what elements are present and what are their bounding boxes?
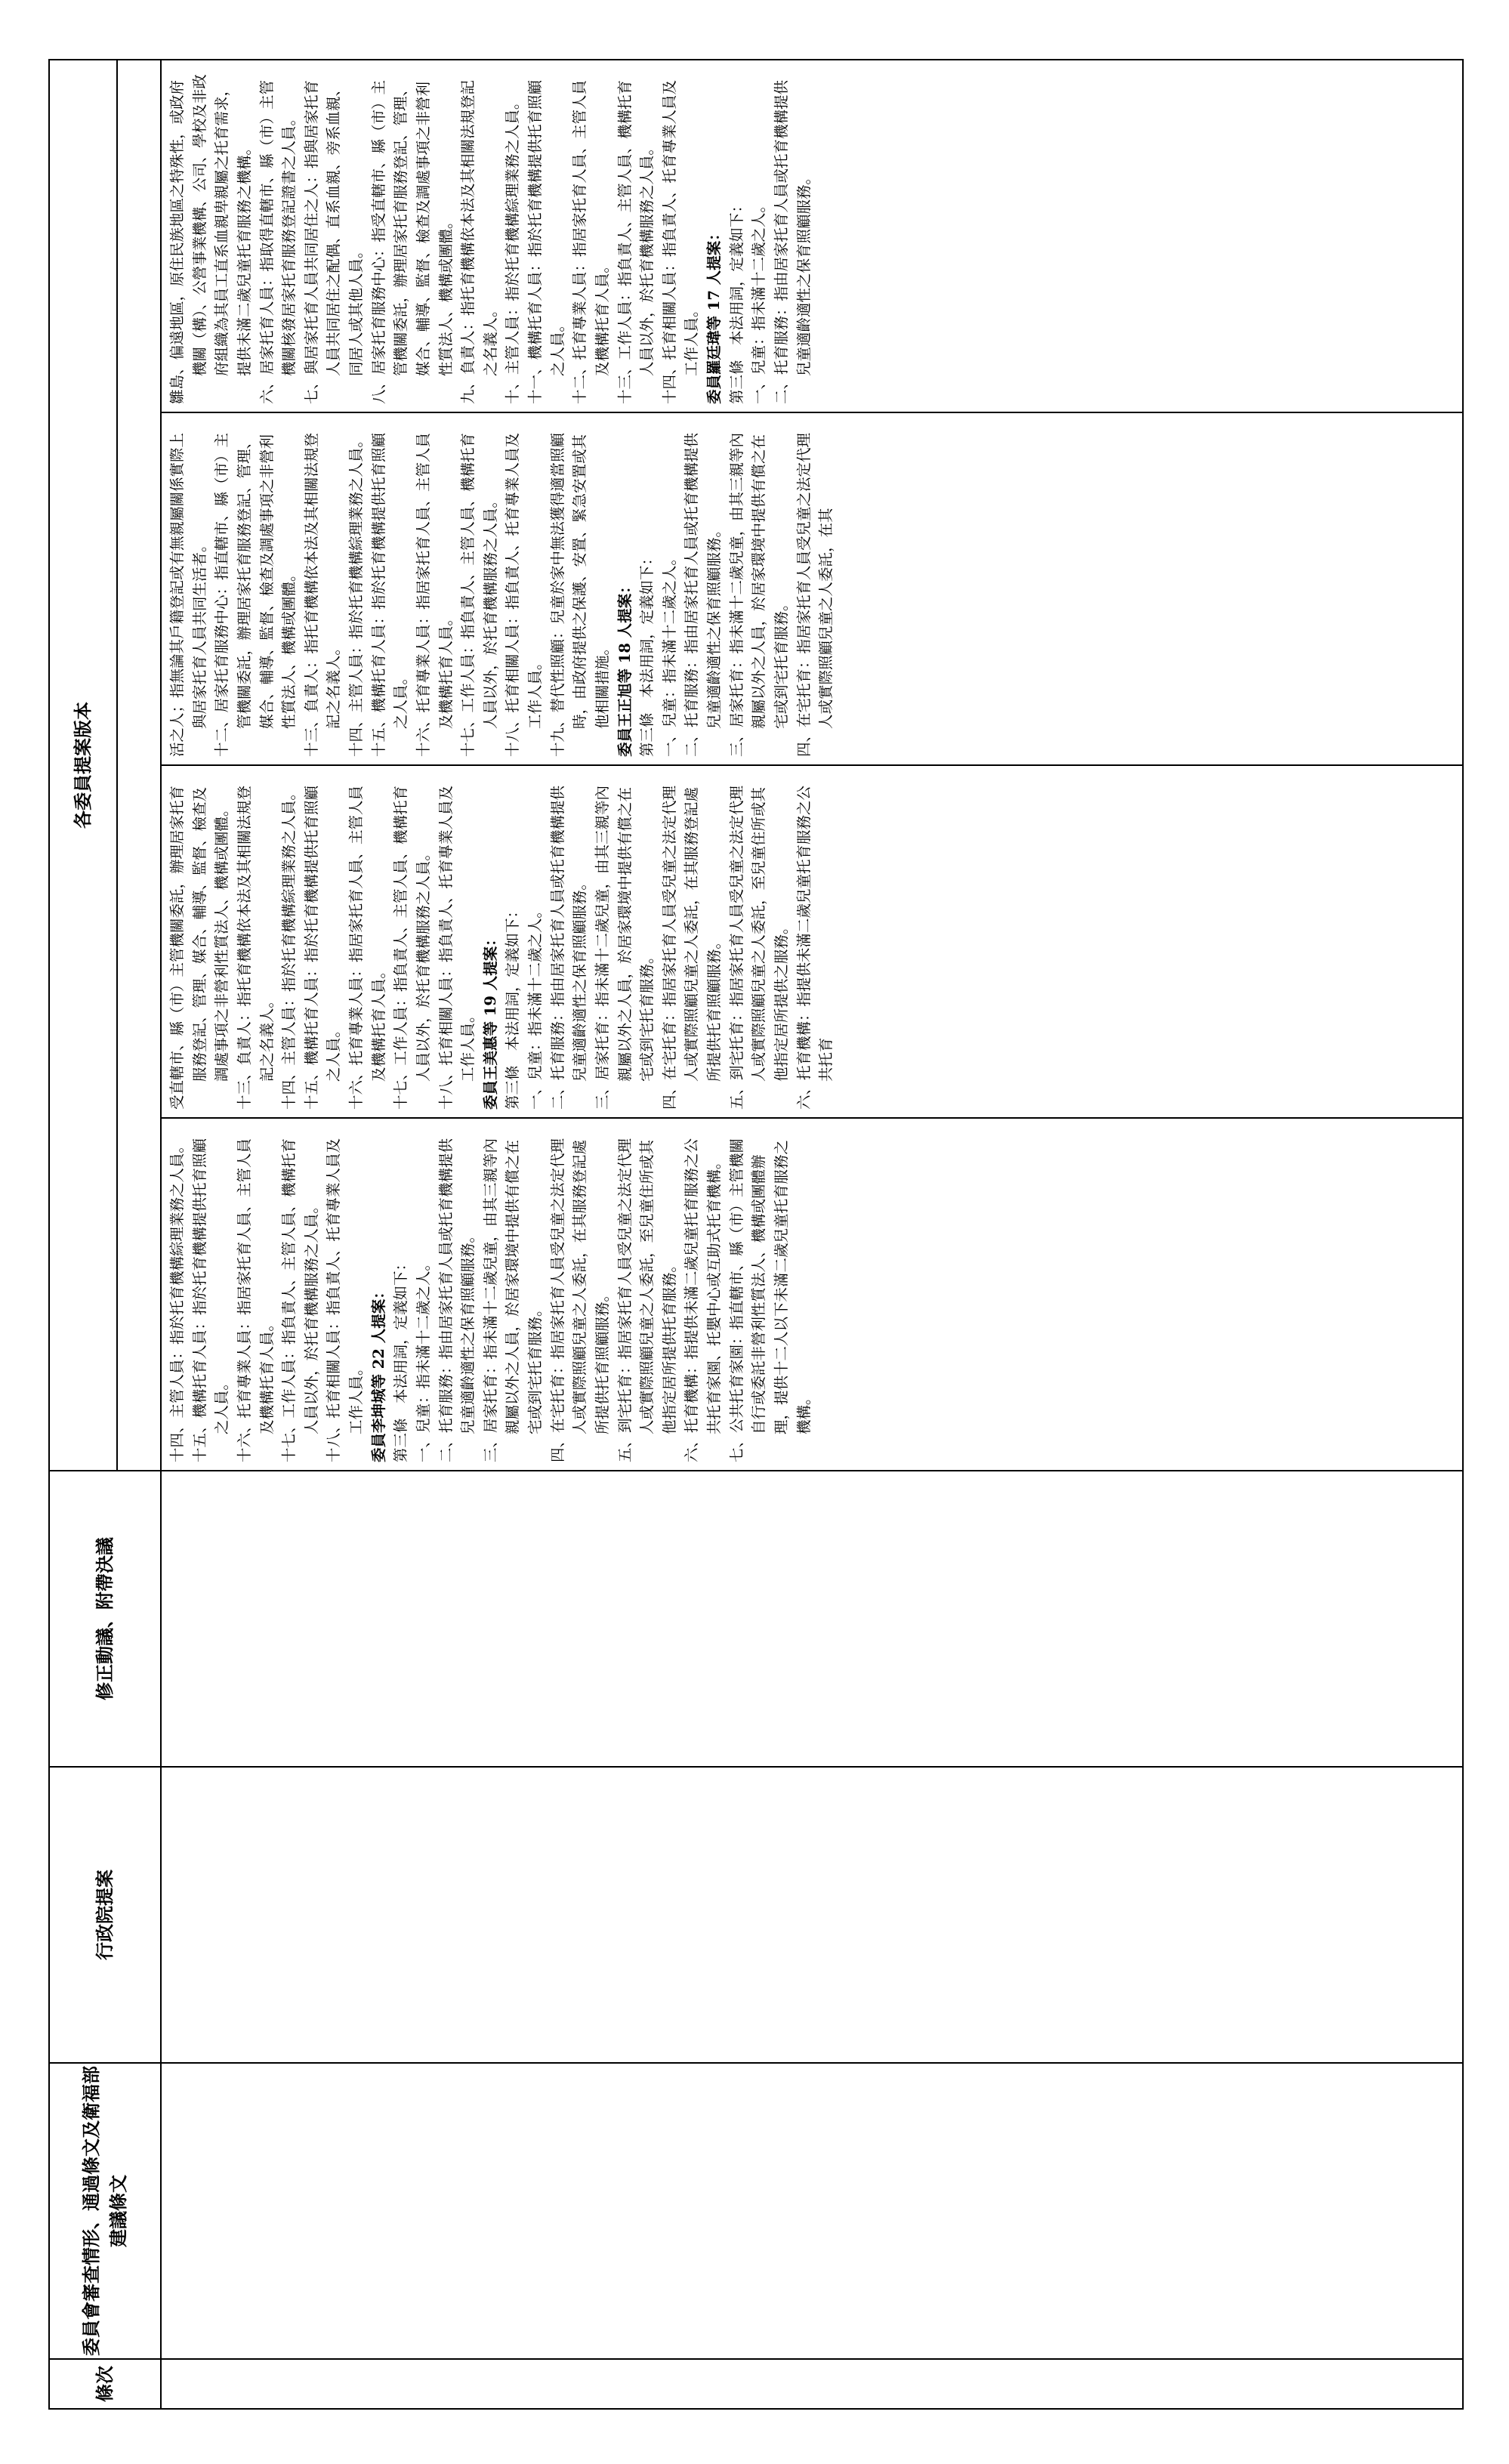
- cell-article: [161, 2359, 1463, 2409]
- proposal-line: 三、居家托育：指未滿十二歲兒童，由其三親等內親屬以外之人員，於居家環境中提供有償之在宅或到宅托育服務。: [727, 432, 790, 757]
- proposal-line: 四、在宅托育：指居家托育人員受兒童之法定代理人或實際照顧兒童之人委託，在其服務登記處所提供托育照顧服務。: [548, 1138, 611, 1462]
- proposal-line: 十八、托育相關人員：指負責人、托育專業人員及工作人員。: [325, 1138, 365, 1462]
- proposal-line: 六、托育機構：指提供未滿二歲兒童托育服務之公共托育: [795, 785, 835, 1110]
- proposal-line: 十四、托育相關人員：指負責人、托育專業人員及工作人員。: [660, 79, 701, 404]
- proposal-column: [162, 413, 1462, 766]
- proposal-line: 十、主管人員：指於托育機構綜理業務之人員。: [504, 94, 522, 404]
- proposal-line: 十六、托育專業人員：指居家托育人員、主管人員及機構托育人員。: [235, 1138, 276, 1462]
- proposal-line: 二、托育服務：指由居家托育人員或托育機構提供兒童適齡適性之保育照顧服務。: [437, 1138, 477, 1462]
- header-executive: 行政院提案: [49, 1767, 161, 2063]
- proposal-line: 三、居家托育：指未滿十二歲兒童，由其三親等內親屬以外之人員，於居家環境中提供有償之在宅或到宅托育服務。: [481, 1138, 544, 1462]
- proposal-line: 一、兒童：指未滿十二歲之人。: [414, 1255, 432, 1462]
- proposal-line: 十八、托育相關人員：指負責人、托育專業人員及工作人員。: [437, 785, 477, 1110]
- proposal-line: 第三條 本法用詞，定義如下：: [638, 550, 656, 757]
- proposal-line: 活之人；指無論其戶籍登記或有無親屬關係實際上與居家托育人員共同生活者。: [168, 432, 208, 757]
- proposal-line: 十五、機構托育人員：指於托育機構提供托育照顧之人員。: [190, 1138, 231, 1462]
- proposal-line: 十四、主管人員：指於托育機構綜理業務之人員。: [168, 1138, 186, 1462]
- proposal-line: 委員李坤城等 22 人提案：: [369, 1284, 387, 1462]
- proposal-line: 五、到宅托育：指居家托育人員受兒童之法定代理人或實際照顧兒童之人委託，至兒童住所或其他指定居所提供之服務。: [727, 785, 790, 1110]
- proposal-line: 十七、工作人員：指負責人、主管人員、機構托育人員以外，於托育機構服務之人員。: [459, 432, 499, 757]
- proposal-line: 十九、替代性照顧：兒童於家中無法獲得適當照顧時，由政府提供之保護、安置、緊急安置或其他相關措施。: [548, 432, 611, 757]
- header-proposals: 各委員提案版本: [49, 60, 117, 1471]
- proposal-line: 十四、主管人員：指於托育機構綜理業務之人員。: [347, 432, 365, 757]
- proposal-line: 十六、托育專業人員：指居家托育人員、主管人員及機構托育人員。: [347, 785, 387, 1110]
- proposal-line: 三、居家托育：指未滿十二歲兒童，由其三親等內親屬以外之人員，於居家環境中提供有償之在宅或到宅托育服務。: [593, 785, 656, 1110]
- header-article: 條次: [49, 2359, 161, 2409]
- proposal-line: 十三、負責人：指托育機構依本法及其相關法規登記之名義人。: [235, 785, 276, 1110]
- proposal-line: 八、居家托育服務中心：指受直轄市、縣（市）主管機關委託，辦理居家托育服務登記、管理、媒合、輔導、監督、檢查及調處事項之非營利性質法人、機構或團體。: [369, 79, 455, 404]
- proposal-line: 委員王正旭等 18 人提案：: [616, 579, 634, 757]
- proposal-line: 委員羅廷瑋等 17 人提案：: [705, 226, 723, 404]
- proposal-column: [162, 766, 1462, 1119]
- proposal-line: 七、公共托育家園：指直轄市、縣（市）主管機關自行或委託非營利性質法人、機構或團體辦理，提供十二人以下未滿二歲兒童托育服務之機構。: [727, 1138, 813, 1462]
- proposal-line: 十五、機構托育人員：指於托育機構提供托育照顧之人員。: [369, 432, 410, 757]
- proposal-line: 第三條 本法用詞，定義如下：: [727, 197, 745, 404]
- proposal-line: 十二、居家托育服務中心：指直轄市、縣（市）主管機關委託，辦理居家托育服務登記、管理、媒合、輔導、監督、檢查及調處事項之非營利性質法人、機構或團體。: [213, 432, 298, 757]
- proposal-line: 六、托育機構：指提供未滿二歲兒童托育服務之公共托育家園、托嬰中心或互助式托育機構。: [683, 1138, 723, 1462]
- proposal-columns: [162, 60, 1462, 1470]
- cell-executive: [161, 1767, 1463, 2063]
- proposal-line: 二、托育服務：指由居家托育人員或托育機構提供兒童適齡適性之保育照顧服務。: [772, 79, 813, 404]
- header-amendment: 修正動議、附帶決議: [49, 1471, 161, 1767]
- comparison-table: [48, 59, 1464, 2410]
- proposal-line: 七、與居家托育人員共同居住之人：指與居家托育人員共同居住之配偶、直系血親、旁系血親、同居人或其他人員。: [302, 79, 365, 404]
- proposal-column: [162, 60, 1462, 413]
- header-review: 委員會審查情形、通過條文及衛福部建議條文: [49, 2063, 161, 2359]
- proposal-line: 十三、負責人：指托育機構依本法及其相關法規登記之名義人。: [302, 432, 343, 757]
- proposal-line: 第三條 本法用詞，定義如下：: [392, 1255, 410, 1462]
- proposal-line: 十六、托育專業人員：指居家托育人員、主管人員及機構托育人員。: [414, 432, 455, 757]
- proposal-line: 十八、托育相關人員：指負責人、托育專業人員及工作人員。: [504, 432, 544, 757]
- proposal-line: 十五、機構托育人員：指於托育機構提供托育照顧之人員。: [302, 785, 343, 1110]
- proposal-column: [162, 1119, 1462, 1470]
- proposal-line: 雛島、偏遠地區，原住民族地區之特殊性，或政府機關（構）、公營事業機構、公司、學校及非政府組織為其員工直系血親卑親屬之托育需求，提供未滿二歲兒童托育服務之機構。: [168, 74, 253, 404]
- proposal-line: 受直轄市、縣（市）主管機關委託，辦理居家托育服務登記、管理、媒合、輔導、監督、檢查及調處事項之非營利性質法人、機構或團體。: [168, 785, 231, 1110]
- proposal-line: 一、兒童：指未滿十二歲之人。: [750, 197, 768, 404]
- proposal-line: 一、兒童：指未滿十二歲之人。: [660, 550, 678, 757]
- proposal-line: 十七、工作人員：指負責人、主管人員、機構托育人員以外，於托育機構服務之人員。: [280, 1138, 320, 1462]
- proposal-line: 十二、托育專業人員：指居家托育人員、主管人員及機構托育人員。: [571, 79, 611, 404]
- proposal-line: 四、在宅托育：指居家托育人員受兒童之法定代理人或實際照顧兒童之人委託，在其服務登記處所提供托育照顧服務。: [660, 785, 723, 1110]
- header-proposals-spacer: [117, 60, 161, 1471]
- proposal-line: 一、兒童：指未滿十二歲之人。: [526, 903, 544, 1110]
- proposal-line: 十四、主管人員：指於托育機構綜理業務之人員。: [280, 785, 298, 1110]
- cell-review: [161, 2063, 1463, 2359]
- proposal-line: 二、托育服務：指由居家托育人員或托育機構提供兒童適齡適性之保育照顧服務。: [548, 785, 589, 1110]
- cell-amendment: [161, 1471, 1463, 1767]
- proposal-line: 十三、工作人員：指負責人、主管人員、機構托育人員以外，於托育機構服務之人員。: [616, 79, 656, 404]
- proposal-line: 五、到宅托育：指居家托育人員受兒童之法定代理人或實際照顧兒童之人委託，至兒童住所或其他指定居所提供托育服務。: [616, 1138, 678, 1462]
- proposal-line: 九、負責人：指托育機構依本法及其相關法規登記之名義人。: [459, 79, 499, 404]
- proposal-line: 第三條 本法用詞，定義如下：: [504, 903, 522, 1110]
- proposal-line: 六、居家托育人員：指取得直轄市、縣（市）主管機關核發居家托育服務登記證書之人員。: [258, 79, 298, 404]
- proposal-line: 委員王美惠等 19 人提案：: [481, 931, 499, 1110]
- proposal-line: 十一、機構托育人員：指於托育機構提供托育照顧之人員。: [526, 79, 566, 404]
- proposal-line: 十七、工作人員：指負責人、主管人員、機構托育人員以外，於托育機構服務之人員。: [392, 785, 432, 1110]
- proposal-line: 四、在宅托育：指居家托育人員受兒童之法定代理人或實際照顧兒童之人委託，在其: [795, 432, 835, 757]
- proposal-line: 二、托育服務：指由居家托育人員或托育機構提供兒童適齡適性之保育照顧服務。: [683, 432, 723, 757]
- cell-proposals: [161, 60, 1463, 1471]
